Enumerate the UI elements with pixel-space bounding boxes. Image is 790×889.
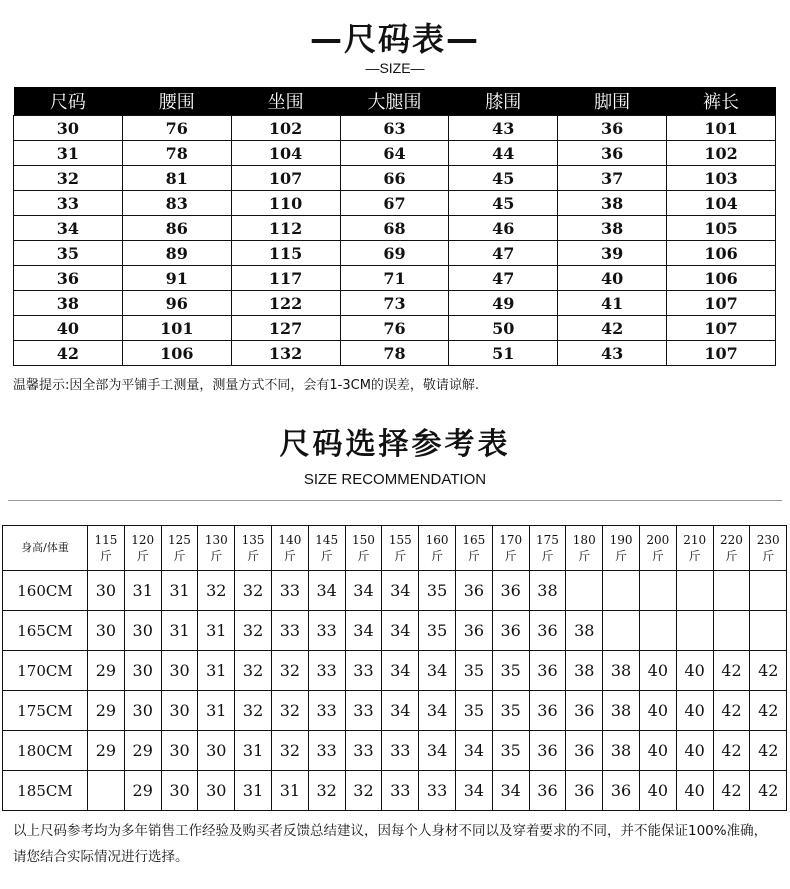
size-chart-cell: 42 [14,341,123,366]
size-chart-cell: 104 [667,191,776,216]
recommendation-body [3,571,787,811]
weight-unit: 斤 [394,549,407,563]
size-chart-cell: 76 [122,116,231,141]
size-cell [750,571,787,611]
recommendation-row [3,571,787,611]
recommendation-row [3,691,787,731]
size-cell: 31 [198,651,235,691]
size-cell: 29 [124,731,161,771]
size-cell: 40 [639,691,676,731]
size-chart-cell: 43 [449,116,558,141]
size-chart-row [14,191,776,216]
size-cell: 32 [235,651,272,691]
size-cell: 36 [603,771,640,811]
size-cell: 29 [124,771,161,811]
size-chart-cell: 36 [14,266,123,291]
height-cell: 180CM [3,731,88,771]
size-chart-cell: 37 [558,166,667,191]
size-cell: 36 [566,731,603,771]
size-chart-header-cell: 裤长 [667,87,776,116]
weight-unit: 斤 [173,549,186,563]
size-chart-header-cell: 坐围 [231,87,340,116]
size-cell: 42 [713,771,750,811]
size-cell: 33 [308,651,345,691]
size-cell: 32 [271,651,308,691]
recommendation-table [2,525,787,811]
size-chart-row [14,316,776,341]
size-chart-cell: 69 [340,241,449,266]
size-chart-cell: 63 [340,116,449,141]
weight-unit: 斤 [541,549,554,563]
weight-value: 115 [94,533,118,547]
size-chart-cell: 38 [558,191,667,216]
weight-header-cell [603,526,640,571]
size-cell: 30 [88,611,125,651]
size-chart-cell: 34 [14,216,123,241]
size-chart-row [14,291,776,316]
size-chart-header-cell: 腰围 [122,87,231,116]
size-chart-cell: 47 [449,241,558,266]
recommendation-row [3,651,787,691]
size-chart-cell: 35 [14,241,123,266]
weight-value: 170 [499,533,523,547]
size-chart-cell: 43 [558,341,667,366]
recommendation-row [3,771,787,811]
size-cell [88,771,125,811]
size-chart-row [14,141,776,166]
size-chart-cell: 89 [122,241,231,266]
size-chart-body [14,116,776,366]
weight-unit: 斤 [247,549,260,563]
recommendation-note: 以上尺码参考均为多年销售工作经验及购买者反馈总结建议，因每个人身材不同以及穿着要求的不同，并不能保证100%准确，请您结合实际情况进行选择。 [13,823,768,865]
weight-value: 160 [425,533,449,547]
size-cell: 33 [382,771,419,811]
weight-value: 130 [204,533,228,547]
size-cell: 30 [124,611,161,651]
size-chart-cell: 101 [667,116,776,141]
weight-value: 135 [241,533,265,547]
size-chart-cell: 127 [231,316,340,341]
size-chart-cell: 105 [667,216,776,241]
size-chart-cell: 117 [231,266,340,291]
divider-line [8,500,782,501]
size-cell [676,571,713,611]
weight-header-cell [271,526,308,571]
weight-unit: 斤 [136,549,149,563]
size-cell: 36 [566,771,603,811]
weight-header-cell [750,526,787,571]
size-cell: 33 [419,771,456,811]
size-cell: 36 [455,571,492,611]
size-cell: 34 [382,571,419,611]
size-cell [676,611,713,651]
size-chart-cell: 67 [340,191,449,216]
size-cell: 33 [345,691,382,731]
weight-header-cell [529,526,566,571]
size-cell: 32 [235,691,272,731]
weight-value: 125 [168,533,191,547]
weight-value: 230 [756,533,780,547]
size-chart-cell: 106 [122,341,231,366]
size-chart-cell: 106 [667,266,776,291]
size-chart-cell: 46 [449,216,558,241]
size-chart-title: —尺码表— [309,20,480,58]
size-chart-cell: 41 [558,291,667,316]
size-cell [713,571,750,611]
size-chart-cell: 122 [231,291,340,316]
size-cell: 42 [750,771,787,811]
weight-unit: 斤 [504,549,517,563]
size-cell: 30 [124,651,161,691]
size-cell: 35 [455,691,492,731]
size-cell: 36 [529,771,566,811]
size-cell: 32 [235,571,272,611]
size-cell [603,571,640,611]
size-cell [639,571,676,611]
size-chart-cell: 50 [449,316,558,341]
size-cell: 31 [235,771,272,811]
size-chart-cell: 73 [340,291,449,316]
size-chart-cell: 115 [231,241,340,266]
size-cell: 40 [639,651,676,691]
size-cell: 40 [639,731,676,771]
weight-value: 145 [315,533,339,547]
size-chart-cell: 36 [558,116,667,141]
size-cell: 30 [88,571,125,611]
size-chart-table [13,87,776,366]
size-cell [639,611,676,651]
size-cell: 30 [161,771,198,811]
size-cell: 31 [271,771,308,811]
size-chart-cell: 42 [558,316,667,341]
size-cell: 35 [492,651,529,691]
weight-unit: 斤 [283,549,296,563]
height-cell: 170CM [3,651,88,691]
size-cell: 36 [529,691,566,731]
size-cell: 38 [603,651,640,691]
corner-label: 身高/体重 [3,526,88,571]
height-cell: 185CM [3,771,88,811]
size-chart-cell: 40 [14,316,123,341]
weight-value: 190 [609,533,633,547]
weight-unit: 斤 [357,549,370,563]
size-cell: 34 [382,691,419,731]
size-cell: 38 [566,611,603,651]
size-cell: 33 [382,731,419,771]
size-chart-cell: 64 [340,141,449,166]
size-cell: 35 [492,691,529,731]
size-cell: 33 [271,611,308,651]
size-chart-cell: 40 [558,266,667,291]
weight-unit: 斤 [210,549,223,563]
size-chart-cell: 78 [122,141,231,166]
size-chart-cell: 38 [14,291,123,316]
size-cell: 35 [419,571,456,611]
size-chart-cell: 103 [667,166,776,191]
size-chart-cell: 112 [231,216,340,241]
size-chart-row [14,166,776,191]
size-cell: 35 [492,731,529,771]
size-chart-cell: 30 [14,116,123,141]
size-cell: 34 [455,771,492,811]
size-cell: 42 [750,651,787,691]
size-cell: 35 [455,651,492,691]
weight-header-cell [124,526,161,571]
size-cell: 42 [750,731,787,771]
weight-unit: 斤 [615,549,628,563]
size-cell: 33 [345,651,382,691]
size-chart-row [14,241,776,266]
size-chart-header-cell: 大腿围 [340,87,449,116]
size-chart-row [14,266,776,291]
size-chart-cell: 107 [667,316,776,341]
measurement-tip: 温馨提示:因全部为平铺手工测量，测量方式不同，会有1-3CM的误差，敬请谅解. [13,378,480,393]
size-cell: 29 [88,731,125,771]
size-chart-cell: 86 [122,216,231,241]
weight-value: 120 [131,533,155,547]
size-chart-cell: 45 [449,166,558,191]
size-cell: 30 [198,771,235,811]
size-chart-subtitle: —SIZE— [365,60,425,76]
weight-unit: 斤 [320,549,333,563]
size-cell: 32 [271,731,308,771]
size-cell: 33 [308,611,345,651]
size-cell: 31 [161,611,198,651]
size-cell: 32 [235,611,272,651]
size-cell: 34 [382,651,419,691]
size-cell: 42 [750,691,787,731]
size-cell: 34 [492,771,529,811]
size-cell: 33 [345,731,382,771]
weight-unit: 斤 [99,549,112,563]
size-chart-row [14,216,776,241]
size-cell: 34 [345,611,382,651]
size-chart-cell: 51 [449,341,558,366]
size-cell: 31 [235,731,272,771]
weight-value: 175 [536,533,559,547]
size-chart-cell: 76 [340,316,449,341]
weight-unit: 斤 [467,549,480,563]
weight-value: 140 [278,533,302,547]
weight-value: 220 [719,533,743,547]
size-cell: 30 [161,731,198,771]
size-cell: 30 [198,731,235,771]
weight-unit: 斤 [725,549,738,563]
size-cell: 42 [713,731,750,771]
recommendation-subtitle: SIZE RECOMMENDATION [303,471,487,488]
weight-header-cell [639,526,676,571]
size-chart-header-cell: 膝围 [449,87,558,116]
recommendation-row [3,611,787,651]
size-chart-cell: 96 [122,291,231,316]
recommendation-header-row [3,526,787,571]
weight-value: 165 [462,533,486,547]
weight-header-cell [88,526,125,571]
size-chart-cell: 68 [340,216,449,241]
size-cell: 36 [566,691,603,731]
size-cell: 32 [271,691,308,731]
size-chart-cell: 32 [14,166,123,191]
recommendation-title: 尺码选择参考表 [279,427,511,462]
size-chart-cell: 66 [340,166,449,191]
weight-value: 155 [388,533,412,547]
size-cell [750,611,787,651]
size-chart-cell: 78 [340,341,449,366]
size-cell: 33 [308,691,345,731]
size-chart-header-row [14,87,776,116]
size-chart-cell: 45 [449,191,558,216]
size-chart-cell: 83 [122,191,231,216]
size-chart-cell: 104 [231,141,340,166]
size-cell: 38 [529,571,566,611]
size-cell: 31 [161,571,198,611]
size-cell: 42 [713,691,750,731]
weight-header-cell [566,526,603,571]
size-cell: 36 [455,611,492,651]
weight-header-cell [492,526,529,571]
size-chart-cell: 31 [14,141,123,166]
weight-header-cell [382,526,419,571]
weight-unit: 斤 [578,549,591,563]
size-chart-row [14,341,776,366]
size-chart-cell: 107 [231,166,340,191]
size-cell: 34 [345,571,382,611]
weight-value: 150 [352,533,375,547]
size-chart-cell: 39 [558,241,667,266]
size-cell: 38 [603,691,640,731]
size-cell: 38 [566,651,603,691]
size-cell: 38 [603,731,640,771]
size-chart-cell: 101 [122,316,231,341]
size-chart-cell: 132 [231,341,340,366]
weight-header-cell [161,526,198,571]
size-cell: 35 [419,611,456,651]
weight-header-cell [419,526,456,571]
size-chart-cell: 102 [667,141,776,166]
weight-value: 200 [646,533,670,547]
size-chart-cell: 81 [122,166,231,191]
size-cell: 33 [308,731,345,771]
size-chart-row [14,116,776,141]
size-cell: 32 [308,771,345,811]
weight-header-cell [676,526,713,571]
size-chart-cell: 107 [667,341,776,366]
size-cell: 29 [88,691,125,731]
height-cell: 160CM [3,571,88,611]
size-cell: 36 [492,611,529,651]
size-chart-cell: 71 [340,266,449,291]
size-cell [713,611,750,651]
size-cell: 40 [676,731,713,771]
recommendation-row [3,731,787,771]
size-cell: 30 [161,651,198,691]
size-cell: 40 [676,691,713,731]
height-cell: 165CM [3,611,88,651]
size-cell: 36 [492,571,529,611]
size-chart-header-cell: 脚围 [558,87,667,116]
size-cell: 40 [676,651,713,691]
weight-unit: 斤 [431,549,444,563]
size-cell: 36 [529,611,566,651]
size-chart-cell: 36 [558,141,667,166]
size-cell: 34 [419,651,456,691]
size-cell: 40 [639,771,676,811]
size-cell: 42 [713,651,750,691]
weight-header-cell [235,526,272,571]
size-chart-cell: 38 [558,216,667,241]
height-cell: 175CM [3,691,88,731]
weight-unit: 斤 [762,549,775,563]
weight-header-cell [713,526,750,571]
weight-header-cell [308,526,345,571]
size-cell: 34 [419,691,456,731]
size-cell: 31 [124,571,161,611]
size-chart-cell: 106 [667,241,776,266]
size-cell: 34 [419,731,456,771]
size-cell: 31 [198,691,235,731]
size-chart-cell: 107 [667,291,776,316]
weight-value: 180 [572,533,596,547]
size-cell: 29 [88,651,125,691]
weight-unit: 斤 [688,549,701,563]
size-chart-cell: 44 [449,141,558,166]
size-cell: 30 [124,691,161,731]
size-cell: 33 [271,571,308,611]
size-cell: 36 [529,651,566,691]
weight-header-cell [345,526,382,571]
size-cell [566,571,603,611]
weight-header-cell [198,526,235,571]
size-chart-cell: 110 [231,191,340,216]
size-cell: 30 [161,691,198,731]
weight-value: 210 [683,533,707,547]
size-chart-cell: 47 [449,266,558,291]
size-chart-cell: 49 [449,291,558,316]
size-chart-cell: 102 [231,116,340,141]
size-cell: 31 [198,611,235,651]
size-cell: 32 [345,771,382,811]
size-cell [603,611,640,651]
size-chart-cell: 33 [14,191,123,216]
size-cell: 36 [529,731,566,771]
weight-unit: 斤 [651,549,664,563]
size-chart-header-cell: 尺码 [14,87,123,116]
size-cell: 34 [382,611,419,651]
size-chart-cell: 91 [122,266,231,291]
size-cell: 34 [308,571,345,611]
size-cell: 40 [676,771,713,811]
size-cell: 34 [455,731,492,771]
weight-header-cell [455,526,492,571]
size-cell: 32 [198,571,235,611]
